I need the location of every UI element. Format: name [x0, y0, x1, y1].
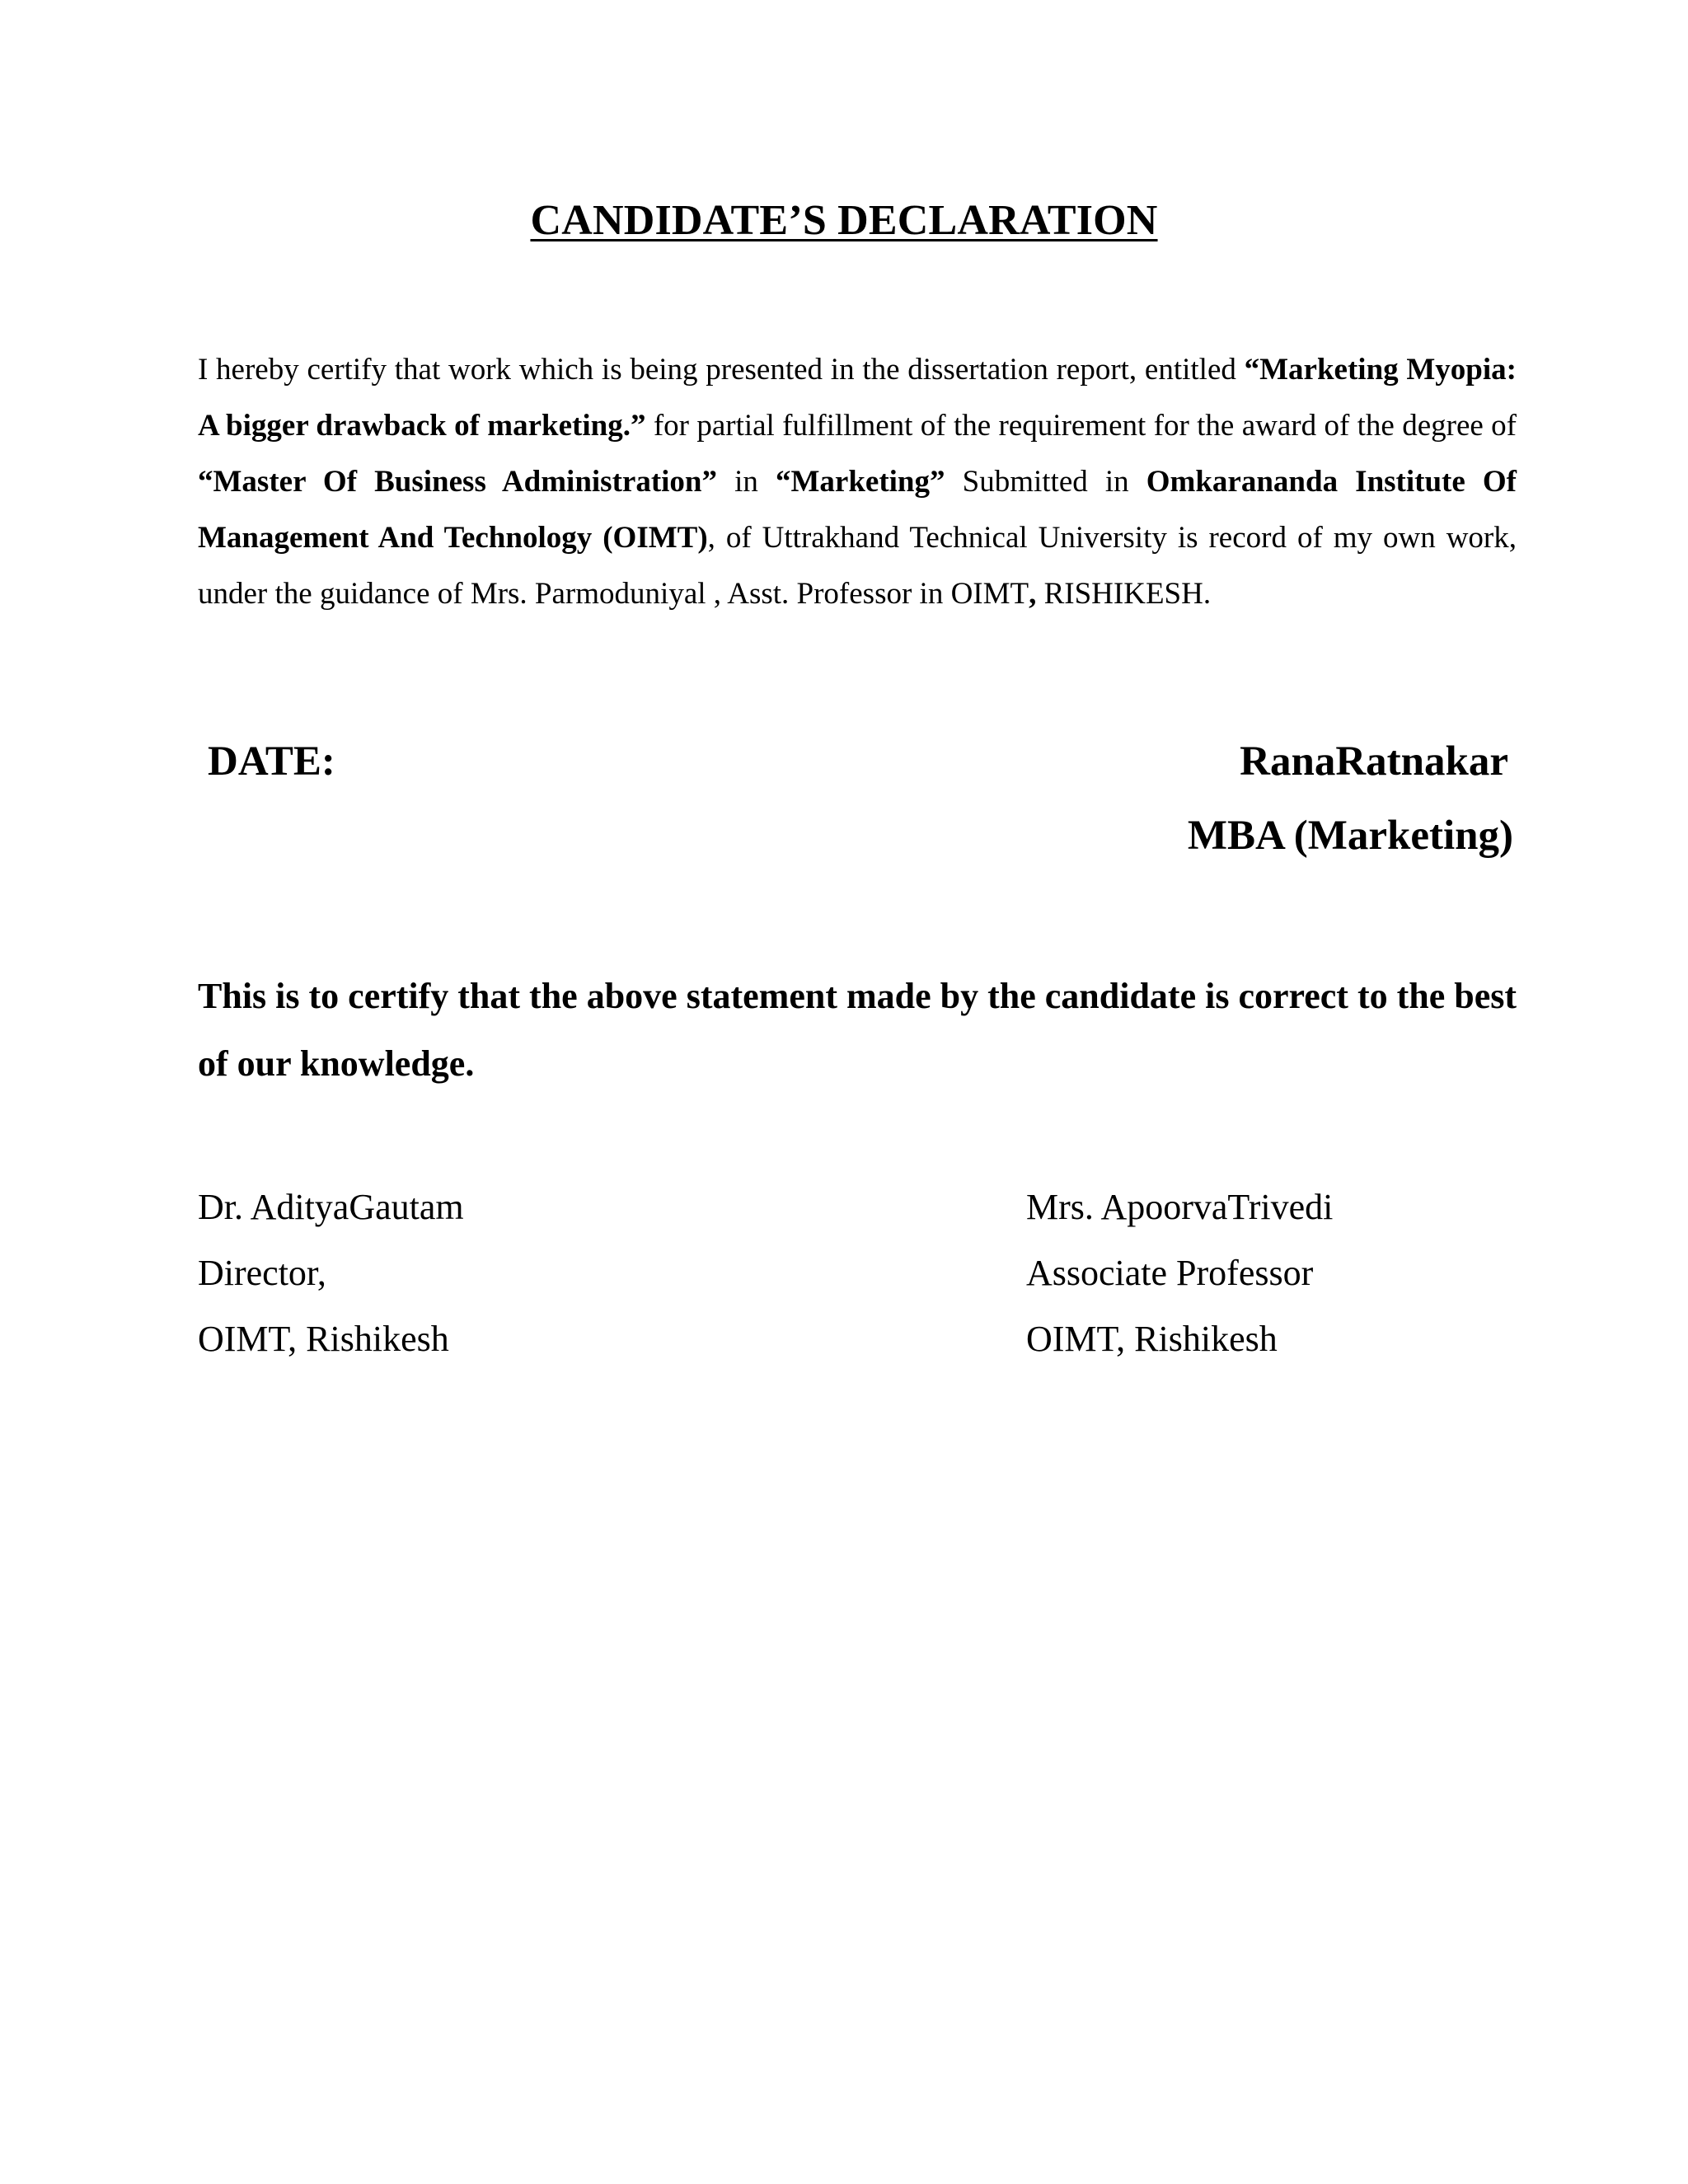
signatory-institute: OIMT, Rishikesh: [198, 1319, 449, 1359]
declaration-text-4: Submitted in: [945, 465, 1146, 499]
date-label: DATE:: [208, 738, 335, 785]
candidate-course: MBA (Marketing): [1187, 813, 1513, 859]
declaration-text-3: in: [717, 465, 776, 499]
signatory-designation: Associate Professor: [1026, 1253, 1314, 1293]
signatory-name: Dr. AdityaGautam: [198, 1187, 464, 1227]
dissertation-title: “Marketing Myopia: A bigger drawback of marketing.”: [198, 353, 1517, 443]
signatory-designation: Director,: [198, 1253, 326, 1293]
signatory-institute: OIMT, Rishikesh: [1026, 1319, 1278, 1359]
declaration-paragraph: [198, 342, 1517, 622]
declaration-text-5: , of Uttrakhand Technical University is record of my own work, under the guidance of Mrs. Parmoduniyal , Asst. Professor in OIMT: [198, 521, 1517, 611]
declaration-text-6: RISHIKESH.: [1036, 577, 1212, 611]
institute-name: Omkarananda Institute Of Management And Technology (OIMT): [198, 465, 1517, 555]
specialization: “Marketing”: [775, 465, 945, 499]
declaration-text-1: I hereby certify that work which is being presented in the dissertation report, entitled: [198, 353, 1245, 387]
signatory-left: [198, 1174, 464, 1372]
certification-statement: This is to certify that the above statement made by the candidate is correct to the best of our knowledge.: [198, 976, 1517, 1084]
page-title: CANDIDATE’S DECLARATION: [530, 197, 1158, 244]
declaration-text-2: for partial fulfillment of the requirement for the award of the degree of: [645, 409, 1517, 443]
degree-name: “Master Of Business Administration”: [198, 465, 717, 499]
declaration-comma: ,: [1029, 577, 1037, 611]
signatory-right: [1026, 1174, 1333, 1372]
candidate-name: RanaRatnakar: [1240, 738, 1508, 785]
signatory-name: Mrs. ApoorvaTrivedi: [1026, 1187, 1334, 1227]
